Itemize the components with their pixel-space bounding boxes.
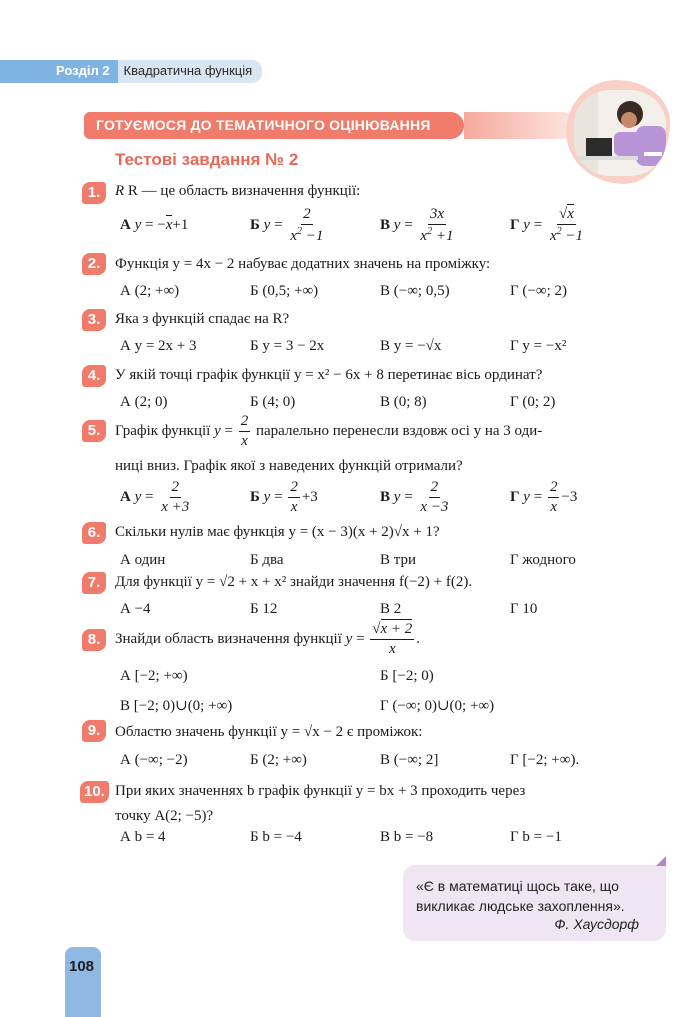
answer-option: В b = −8 [380, 829, 434, 845]
question-5-text-a: Графік функції [115, 422, 211, 439]
question-number: 5. [82, 420, 106, 442]
question-number: 6. [82, 522, 106, 544]
question-5-text-b: паралельно перенесли вздовж осі y на 3 оди- [255, 422, 543, 439]
question-text: Яка з функцій спадає на R? [115, 311, 290, 327]
answer-option: В [−2; 0)∪(0; +∞) [120, 698, 233, 714]
question-text: Областю значень функції y = √x − 2 є проміжок: [115, 724, 423, 740]
answer-option: Г [−2; +∞). [510, 752, 580, 768]
answer-option: В (−∞; 2] [380, 752, 439, 768]
question-text: При яких значеннях b графік функції y = bx + 3 проходить через [115, 783, 526, 799]
question-number: 7. [82, 572, 106, 594]
answer-option: А −4 [120, 601, 151, 617]
answer-option: В 2 [380, 601, 402, 617]
answer-option: Б (0,5; +∞) [250, 283, 319, 299]
question-number: 10. [80, 781, 109, 803]
answer-option: Б y = 3 − 2x [250, 338, 325, 354]
question-5-text-c: ниці вниз. Графік якої з наведених функцій отримали? [115, 458, 463, 474]
answer-option: В (−∞; 0,5) [380, 283, 450, 299]
answer-option: А [−2; +∞) [120, 668, 188, 684]
answer-option: А y = $\frac{2}{x +3}$ [120, 479, 190, 515]
answer-option: Г жодного [510, 552, 576, 568]
answer-option: В y = $\frac{3x}{x^2 +1}$ [380, 206, 454, 244]
answer-option: Г b = −1 [510, 829, 562, 845]
answer-option: А (2; 0) [120, 394, 168, 410]
question-number: 1. [82, 182, 106, 204]
question-text: Скільки нулів має функція y = (x − 3)(x + 2)√x + 1? [115, 524, 440, 540]
section-topic: Квадратична функція [118, 60, 263, 83]
assessment-banner: ГОТУЄМОСЯ ДО ТЕМАТИЧНОГО ОЦІНЮВАННЯ [84, 112, 464, 139]
question-text: Функція y = 4x − 2 набуває додатних значень на проміжку: [115, 256, 491, 272]
answer-option: А y = 2x + 3 [120, 338, 197, 354]
banner-fade [464, 112, 576, 139]
answer-option: А y = −x+1 [120, 217, 189, 233]
answer-option: Г (−∞; 2) [510, 283, 567, 299]
student-photo [574, 90, 666, 176]
question-text: R R — це область визначення функції: [115, 183, 361, 199]
question-text: Знайди область визначення функції y = $\frac{√x + 2}{x}$ . [115, 621, 421, 657]
question-number: 9. [82, 720, 106, 742]
question-number: 4. [82, 365, 106, 387]
answer-option: А b = 4 [120, 829, 166, 845]
answer-option: Б (2; +∞) [250, 752, 307, 768]
section-header [0, 60, 262, 83]
quote-text: «Є в математиці щось таке, що викликає людське захоплення». [416, 878, 625, 914]
question-number: 3. [82, 309, 106, 331]
section-label: Розділ 2 [0, 60, 118, 83]
answer-option: Г (0; 2) [510, 394, 556, 410]
answer-option: Б два [250, 552, 284, 568]
answer-option: В три [380, 552, 417, 568]
answer-option: Б b = −4 [250, 829, 302, 845]
answer-option: Г (−∞; 0)∪(0; +∞) [380, 698, 495, 714]
answer-option: Б [−2; 0) [380, 668, 434, 684]
answer-option: Б (4; 0) [250, 394, 296, 410]
page-number: 108 [69, 958, 95, 975]
quote-author: Ф. Хаусдорф [554, 916, 639, 932]
answer-option: В y = −√x [380, 338, 442, 354]
answer-option: А (−∞; −2) [120, 752, 188, 768]
question-8-text: Знайди область визначення функції [115, 630, 342, 647]
question-text: У якій точці графік функції y = x² − 6x + 8 перетинає вісь ординат? [115, 367, 543, 383]
answer-option: Г 10 [510, 601, 538, 617]
answer-option: Г y = $\frac{√x}{x^2 -1}$ [510, 206, 583, 244]
quote-corner [656, 856, 666, 866]
answer-option: Б y = $\frac{2}{x^2 -1}$ [250, 206, 324, 244]
answer-option: А (2; +∞) [120, 283, 180, 299]
question-number: 8. [82, 629, 106, 651]
answer-option: Б y = $\frac{2}{x}$ +3 [250, 479, 318, 515]
answer-option: Б 12 [250, 601, 278, 617]
question-text: Графік функції y = $\frac{2}{x}$ паралельно перенесли вздовж осі y на 3 оди- [115, 413, 543, 449]
question-text-cont: точку A(2; −5)? [115, 808, 214, 824]
question-text: Для функції y = √2 + x + x² знайди значення f(−2) + f(2). [115, 574, 473, 590]
page-title: Тестові завдання № 2 [115, 150, 299, 169]
answer-option: А один [120, 552, 166, 568]
answer-option: Г y = $\frac{2}{x}$ −3 [510, 479, 578, 515]
question-1-text: R — це область визначення функції: [127, 183, 361, 199]
question-number: 2. [82, 253, 106, 275]
answer-option: Г y = −x² [510, 338, 567, 354]
answer-option: В (0; 8) [380, 394, 427, 410]
answer-option: В y = $\frac{2}{x -3}$ [380, 479, 449, 515]
